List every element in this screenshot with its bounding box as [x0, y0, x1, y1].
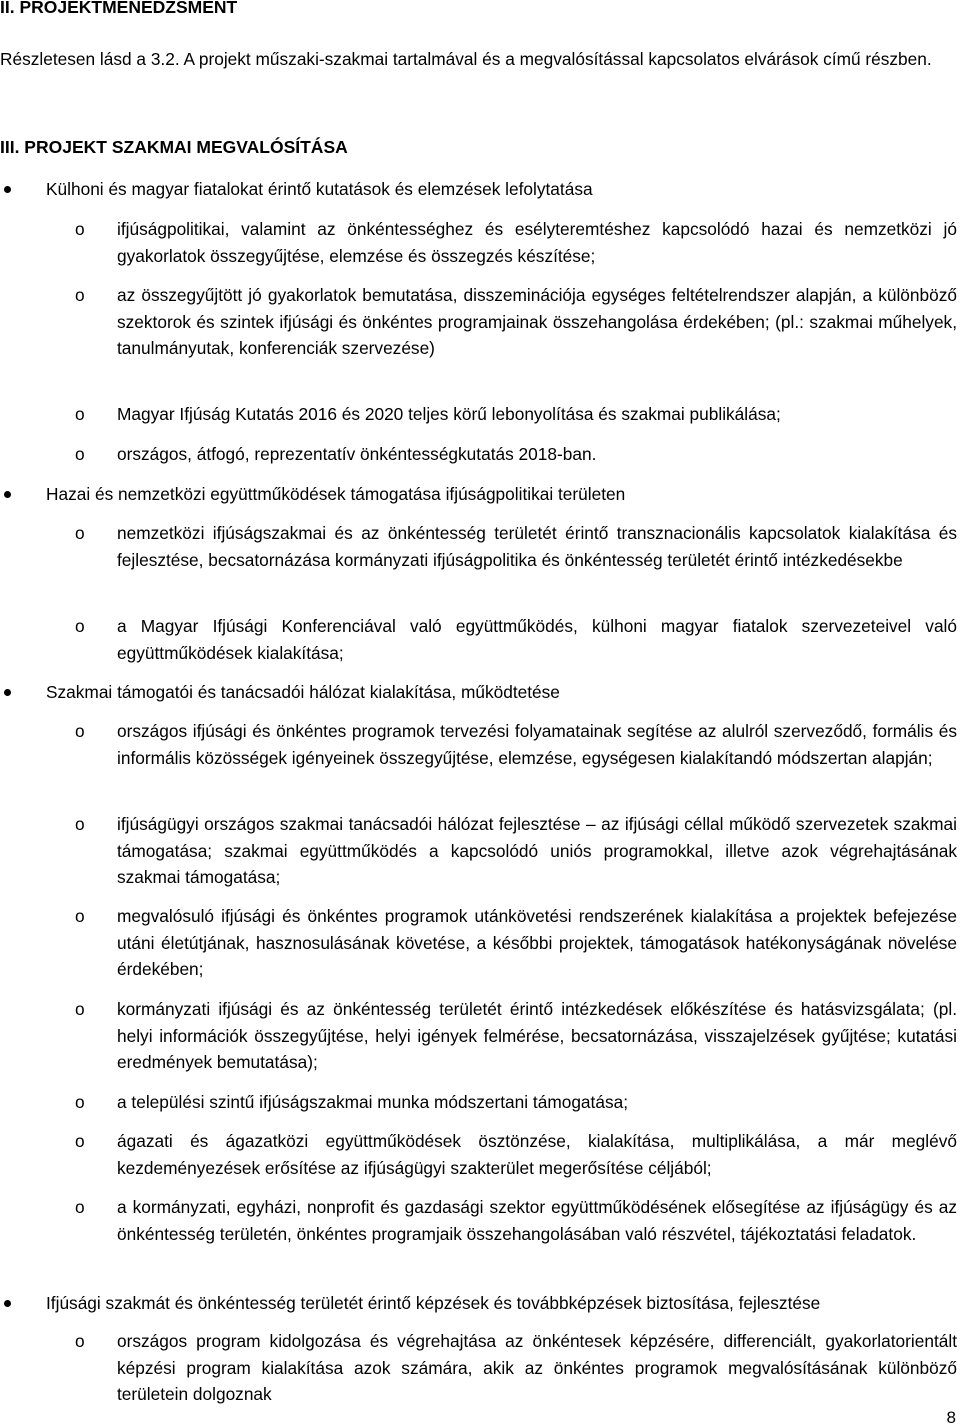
list-item: [75, 903, 957, 983]
list-item-text: ágazati és ágazatközi együttműködések ösztönzése, kialakítása, multiplikálása, a már meglévő kezdeményezések erősítése az ifjúságügyi szakterület megerősítése céljából;: [117, 1131, 957, 1178]
list-item-text: ifjúságpolitikai, valamint az önkéntességhez és esélyteremtéshez kapcsolódó hazai és nemzetközi jó gyakorlatok összegyűjtése, elemzése és összegzés készítése;: [117, 219, 957, 266]
list-item: [75, 718, 957, 771]
list-item: [75, 1194, 957, 1247]
section-3-heading: III. PROJEKT SZAKMAI MEGVALÓSÍTÁSA: [0, 137, 348, 157]
list-item-text: kormányzati ifjúsági és az önkéntesség területét érintő intézkedések előkészítése és hatásvizsgálata; (pl. helyi információk összegyűjtése, helyi igények felmérése, becsatornázása, visszajelzések gyűjtése; kutatási eredmények bemutatása);: [117, 999, 957, 1072]
sub-bullet-marker: o: [75, 814, 85, 834]
list-item-text: megvalósuló ifjúsági és önkéntes programok utánkövetési rendszerének kialakítása a projektek befejezése utáni életútjának, hasznosulásának követése, a későbbi projektek, támogatások hatékonyságának növelése érdekében;: [117, 906, 957, 979]
list-item-text: ifjúságügyi országos szakmai tanácsadói hálózat fejlesztése – az ifjúsági céllal működő szervezetek szakmai támogatása; szakmai együttműködés a kapcsolódó uniós programokkal, illetve azok végrehajtásának szakmai támogatása;: [117, 814, 957, 887]
list-item: [75, 441, 957, 468]
list-item: [75, 282, 957, 362]
bullet-dot-icon: [4, 491, 11, 498]
sub-bullet-marker: o: [75, 444, 85, 464]
sub-bullet-marker: o: [75, 404, 85, 424]
section-2-text: Részletesen lásd a 3.2. A projekt műszaki-szakmai tartalmával és a megvalósítással kapcsolatos elvárások című részben.: [0, 49, 932, 69]
sub-bullet-marker: o: [75, 1197, 85, 1217]
list-item: [75, 520, 957, 573]
section-2-heading: II. PROJEKTMENEDZSMENT: [0, 0, 238, 17]
list-item: [75, 811, 957, 891]
sub-bullet-marker: o: [75, 1331, 85, 1351]
bullet-title: Szakmai támogatói és tanácsadói hálózat kialakítása, működtetése: [46, 682, 560, 702]
list-item: [75, 996, 957, 1076]
sub-bullet-marker: o: [75, 1092, 85, 1112]
list-item: [75, 216, 957, 269]
list-item: [75, 1328, 957, 1408]
list-item: [75, 613, 957, 666]
sub-bullet-marker: o: [75, 616, 85, 636]
page-number: 8: [946, 1408, 956, 1427]
sub-bullet-marker: o: [75, 219, 85, 239]
sub-bullet-marker: o: [75, 999, 85, 1019]
bullet-item: [46, 176, 958, 203]
list-item: [75, 401, 957, 428]
bullet-dot-icon: [4, 1300, 11, 1307]
sub-bullet-marker: o: [75, 906, 85, 926]
bullet-title: Külhoni és magyar fiatalokat érintő kutatások és elemzések lefolytatása: [46, 179, 593, 199]
list-item-text: a Magyar Ifjúsági Konferenciával való együttműködés, külhoni magyar fiatalok szervezeteivel való együttműködések kialakítása;: [117, 616, 957, 663]
bullet-dot-icon: [4, 689, 11, 696]
bullet-item: [46, 481, 958, 508]
sub-bullet-marker: o: [75, 721, 85, 741]
list-item-text: országos ifjúsági és önkéntes programok tervezési folyamatainak segítése az alulról szerveződő, formális és informális közösségek igényeinek összegyűjtése, elemzése, egységesen kialakítandó módszertan alapján;: [117, 721, 957, 768]
bullet-dot-icon: [4, 186, 11, 193]
bullet-item: [46, 1290, 958, 1317]
sub-bullet-marker: o: [75, 523, 85, 543]
sub-bullet-marker: o: [75, 1131, 85, 1151]
bullet-title: Ifjúsági szakmát és önkéntesség területét érintő képzések és továbbképzések biztosítása, fejlesztése: [46, 1293, 821, 1313]
list-item: [75, 1089, 957, 1116]
bullet-title: Hazai és nemzetközi együttműködések támogatása ifjúságpolitikai területen: [46, 484, 626, 504]
list-item: [75, 1128, 957, 1181]
sub-bullet-marker: o: [75, 285, 85, 305]
list-item-text: nemzetközi ifjúságszakmai és az önkéntesség területét érintő transznacionális kapcsolatok kialakítása és fejlesztése, becsatornázása kormányzati ifjúságpolitika és önkéntesség területét érintő intézkedésekbe: [117, 523, 957, 570]
list-item-text: országos, átfogó, reprezentatív önkéntességkutatás 2018-ban.: [117, 444, 597, 464]
bullet-item: [46, 679, 958, 706]
list-item-text: az összegyűjtött jó gyakorlatok bemutatása, disszeminációja egységes feltételrendszer alapján, a különböző szektorok és szintek ifjúsági és önkéntes programjainak összehangolása érdekében; (pl.: szakmai műhelyek, tanulmányutak, konferenciák szervezése): [117, 285, 957, 358]
list-item-text: Magyar Ifjúság Kutatás 2016 és 2020 teljes körű lebonyolítása és szakmai publikálása;: [117, 404, 781, 424]
list-item-text: országos program kidolgozása és végrehajtása az önkéntesek képzésére, differenciált, gyakorlatorientált képzési program kialakítása azok számára, akik az önkéntes programok megvalósításának különböző területein dolgoznak: [117, 1331, 957, 1404]
list-item-text: a települési szintű ifjúságszakmai munka módszertani támogatása;: [117, 1092, 629, 1112]
list-item-text: a kormányzati, egyházi, nonprofit és gazdasági szektor együttműködésének elősegítése az ifjúságügy és az önkéntesség területén, önkéntes programjaik összehangolásában való részvétel, tájékoztatási feladatok.: [117, 1197, 957, 1244]
